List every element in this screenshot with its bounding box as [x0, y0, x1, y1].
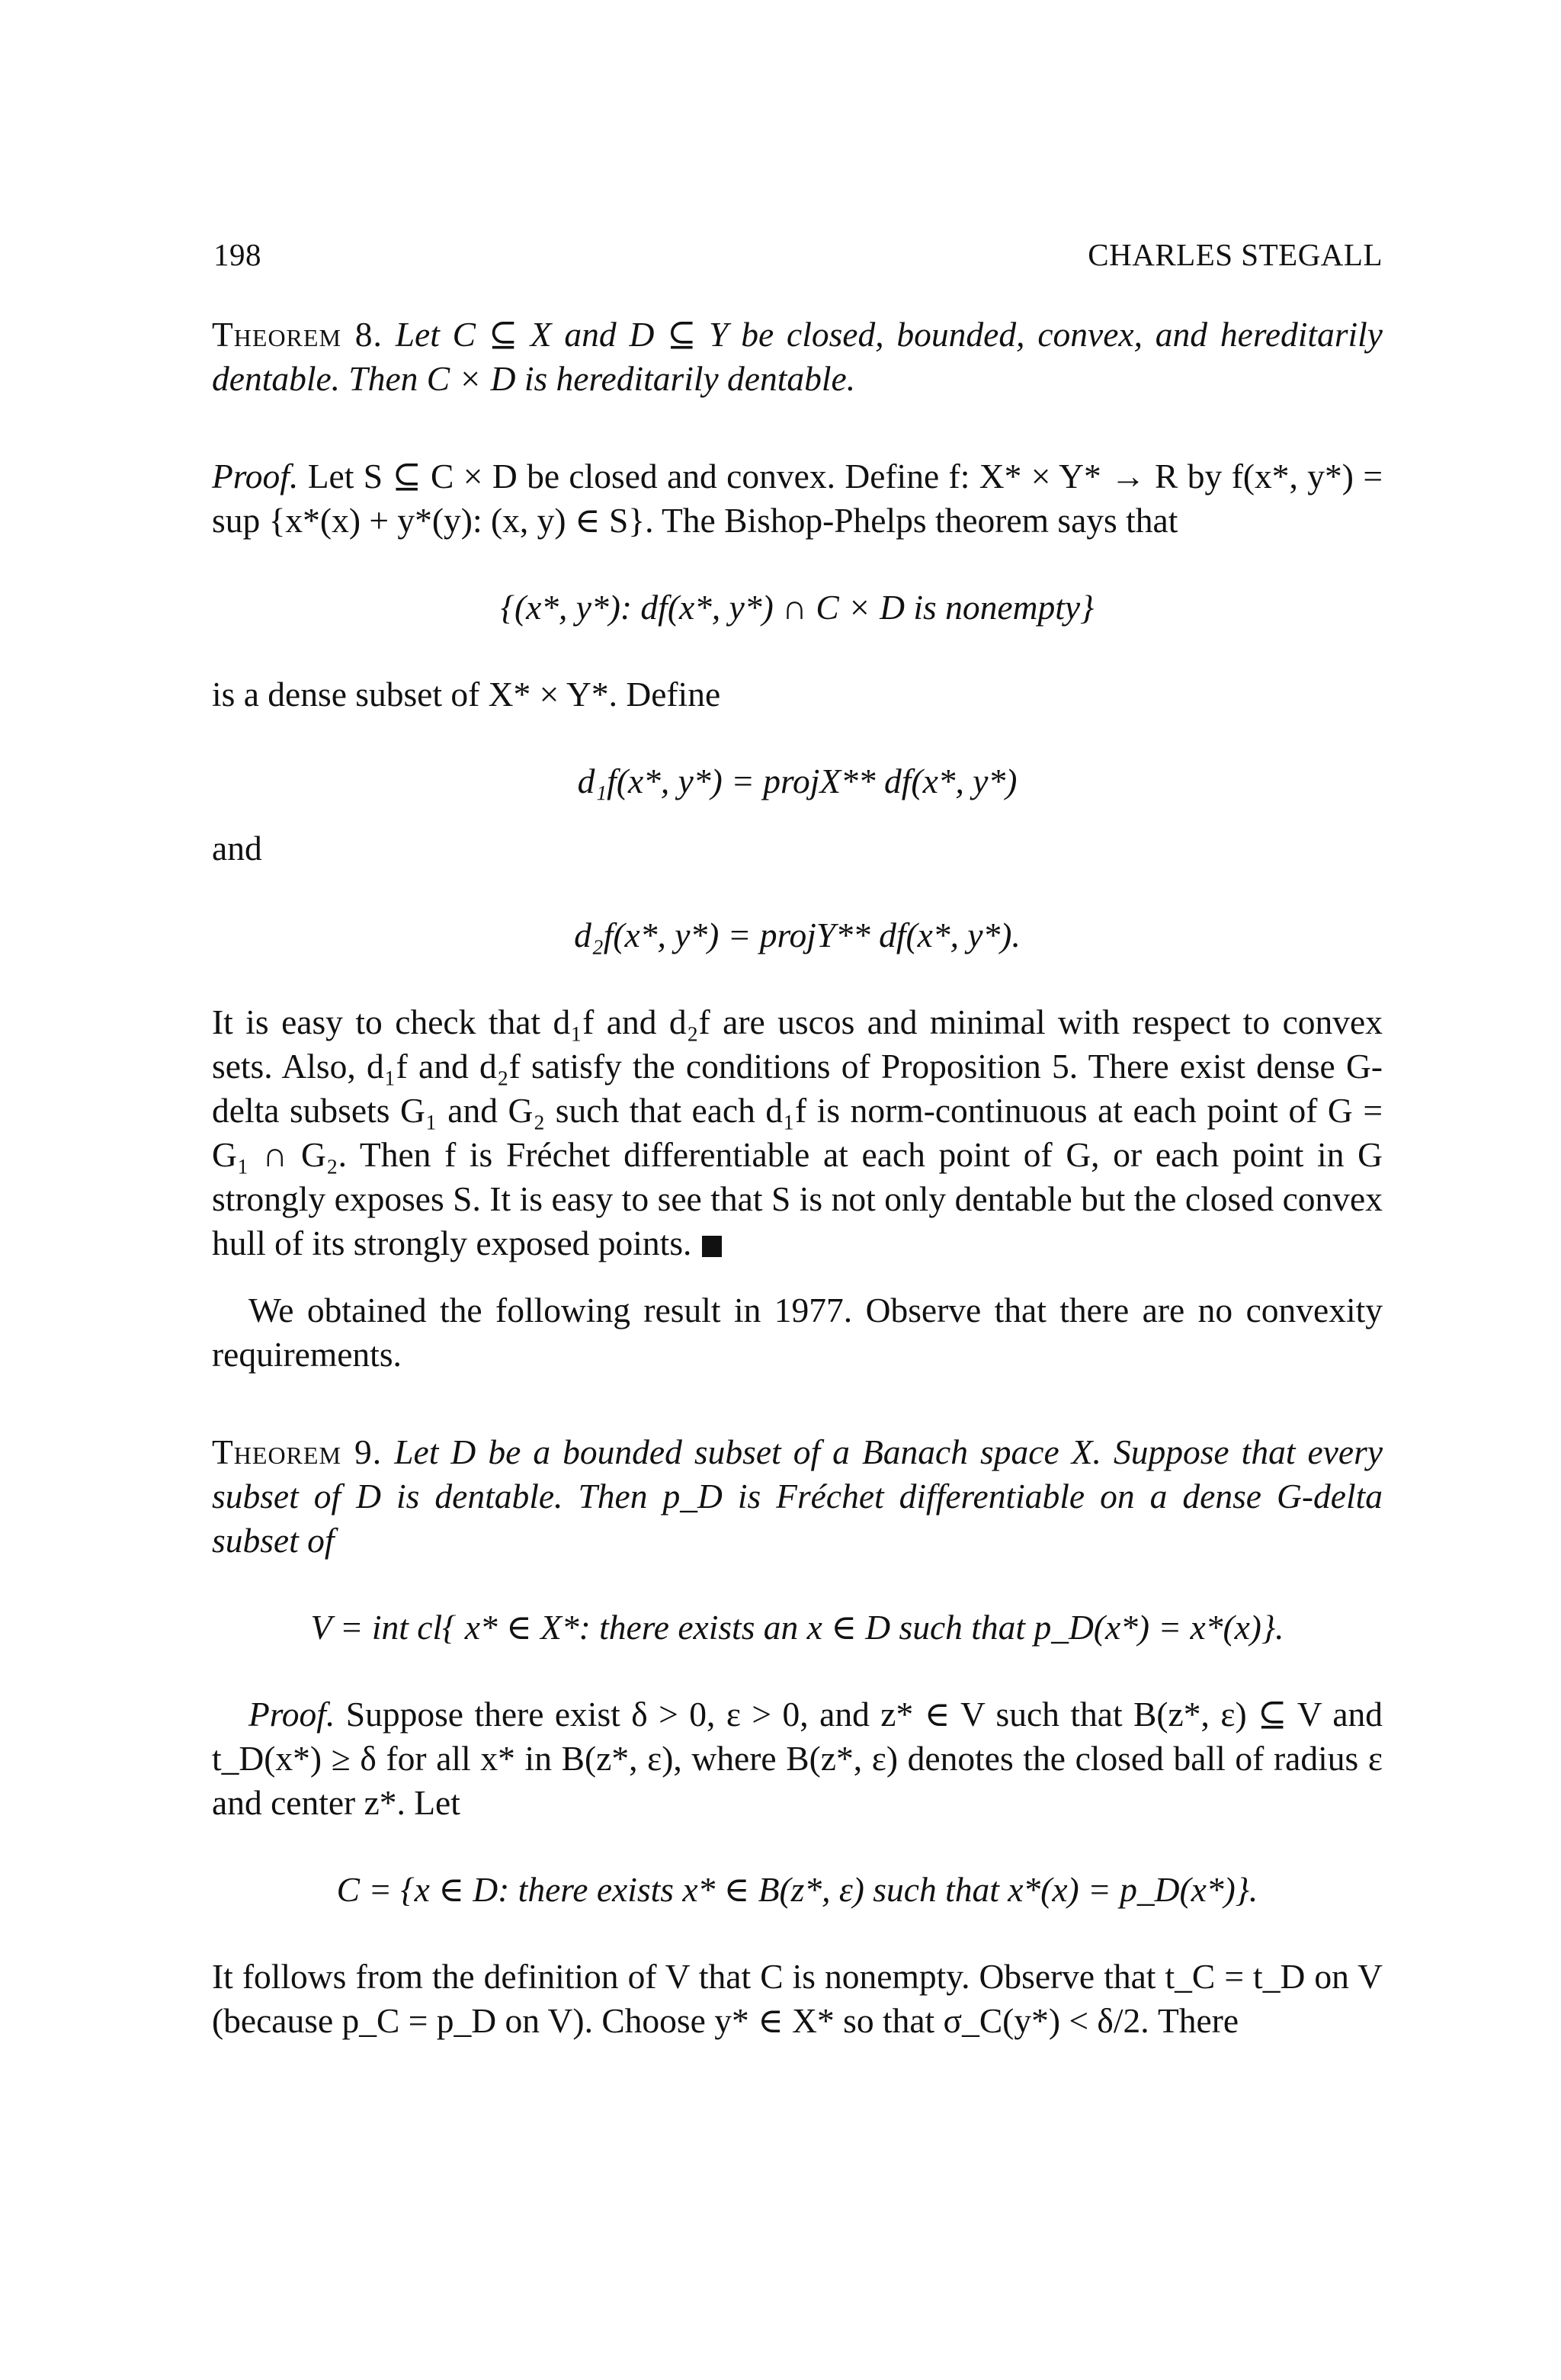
theorem-9-statement: Let D be a bounded subset of a Banach space X. Suppose that every subset of D is dentable. Then p_D is Fréchet differentiable on a dense G-delta subset of [212, 1432, 1383, 1560]
proof-8-paragraph-3 [212, 1000, 1383, 1265]
proof-9-text-2: It follows from the definition of V that C is nonempty. Observe that t_C = t_D on V (because p_C = p_D on V). Choose y* ∈ X* so that σ_C(y*) < δ/2. There [212, 1957, 1383, 2040]
theorem-8-statement: Let C ⊆ X and D ⊆ Y be closed, bounded, convex, and hereditarily dentable. Then C × D is hereditarily dentable. [212, 315, 1383, 398]
proof-8-label: Proof. [212, 457, 299, 496]
theorem-8-label: Theorem 8. [212, 315, 383, 354]
proof-9-text-1: Suppose there exist δ > 0, ε > 0, and z* ∈ V such that B(z*, ε) ⊆ V and t_D(x*) ≥ δ for all x* in B(z*, ε), where B(z*, ε) denotes the closed ball of radius ε and center z*. Let [212, 1695, 1383, 1822]
running-head: CHARLES STEGALL [1088, 237, 1383, 272]
page-number: 198 [213, 237, 261, 272]
equation-1: {(x*, y*): df(x*, y*) ∩ C × D is nonempty} [500, 588, 1095, 627]
equation-2: d₁f(x*, y*) = projX** df(x*, y*) [577, 762, 1018, 800]
equation-4: V = int cl{ x* ∈ X*: there exists an x ∈ D such that p_D(x*) = x*(x)}. [310, 1608, 1284, 1647]
page-body [212, 313, 1383, 2043]
proof-9-paragraph-1 [212, 1692, 1383, 1825]
proof-8-text-3: It is easy to check that d₁f and d₂f are uscos and minimal with respect to convex sets. Also, d₁f and d₂f satisfy the conditions of Proposition 5. There exist dense G-delta subsets G₁ and G₂ such that each d₁f is norm-continuous at each point of G = G₁ ∩ G₂. Then f is Fréchet differentiable at each point of G, or each point in G strongly exposes S. It is easy to see that S is not only dentable but the closed convex hull of its strongly exposed points. [212, 1002, 1383, 1262]
qed-square-icon [702, 1236, 722, 1257]
proof-9-label: Proof. [248, 1695, 335, 1734]
proof-8-text-2: is a dense subset of X* × Y*. Define [212, 675, 721, 714]
theorem-9 [212, 1430, 1383, 1563]
equation-3: d₂f(x*, y*) = projY** df(x*, y*). [574, 916, 1021, 954]
remark-paragraph: We obtained the following result in 1977. Observe that there are no convexity requirements. [212, 1291, 1383, 1374]
equation-5: C = {x ∈ D: there exists x* ∈ B(z*, ε) such that x*(x) = p_D(x*)}. [336, 1870, 1258, 1909]
proof-8-paragraph-1 [212, 454, 1383, 543]
theorem-9-label: Theorem 9. [212, 1432, 383, 1471]
theorem-8 [212, 313, 1383, 401]
proof-8-text-1: Let S ⊆ C × D be closed and convex. Define f: X* × Y* → R by f(x*, y*) = sup {x*(x) + y*(y): (x, y) ∈ S}. The Bishop-Phelps theorem says that [212, 457, 1383, 540]
connective-and: and [212, 829, 262, 868]
